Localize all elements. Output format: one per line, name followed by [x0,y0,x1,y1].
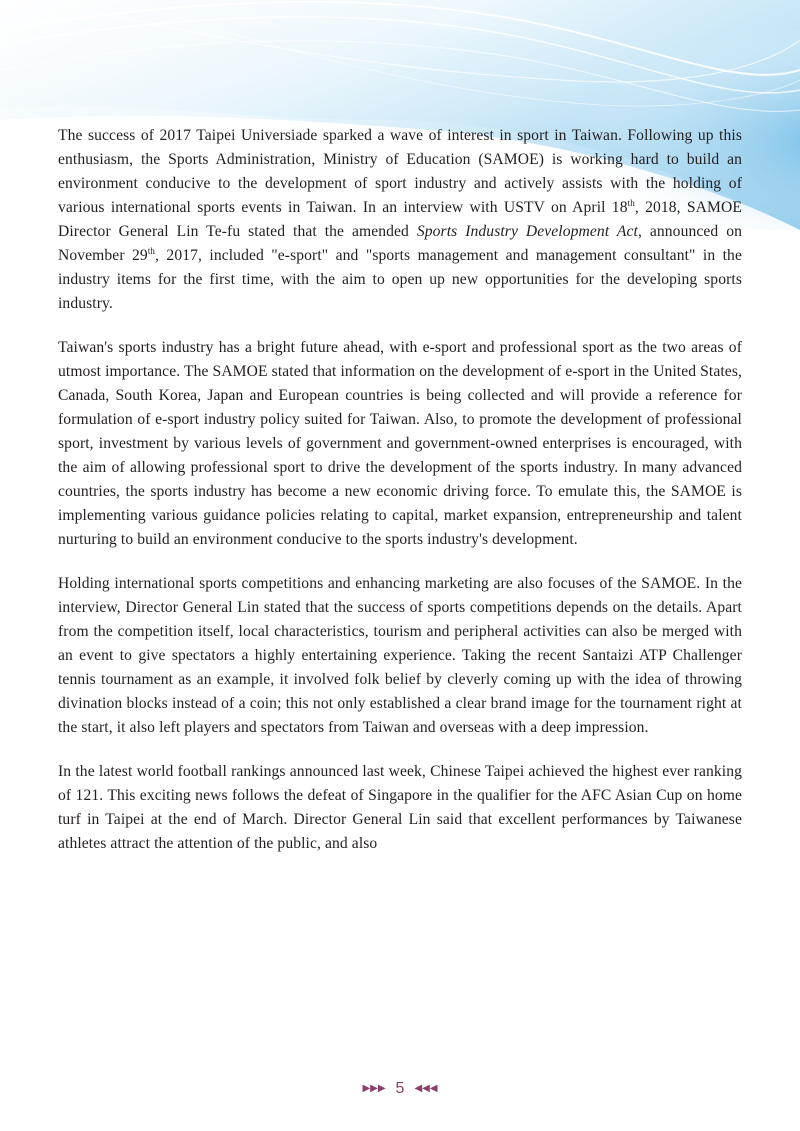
left-arrows-icon: ◀◀◀ [414,1083,438,1094]
right-arrows-icon: ▶▶▶ [362,1083,386,1094]
paragraph-4: In the latest world football rankings announced last week, Chinese Taipei achieved the highest ever ranking of 121. This exciting news follows the defeat of Singapore in the qualifier for the AFC Asian Cup on home turf in Taipei at the end of March. Director General Lin said that excellent performances by Taiwanese athletes attract the attention of the public, and also [58,763,742,852]
page-number: 5 [395,1080,405,1097]
paragraph-2: Taiwan's sports industry has a bright future ahead, with e-sport and professional sport as the two areas of utmost importance. The SAMOE stated that information on the development of e-sport in the United States, Canada, South Korea, Japan and European countries is being collected and will provide a reference for formulation of e-sport industry policy suited for Taiwan. Also, to promote the development of professional sport, investment by various levels of government and government-owned enterprises is encouraged, with the aim of allowing professional sport to drive the development of the sports industry. In many advanced countries, the sports industry has become a new economic driving force. To emulate this, the SAMOE is implementing various guidance policies relating to capital, market expansion, entrepreneurship and talent nurturing to build an environment conducive to the sports industry's development. [58,339,742,548]
paragraph-1-text-d: , 2017, included "e-sport" and "sports management and management consultant" in the industry items for the first time, with the aim to open up new opportunities for the developing sports industry. [58,247,742,312]
superscript-th: th [627,197,635,208]
paragraph-3: Holding international sports competitions and enhancing marketing are also focuses of the SAMOE. In the interview, Director General Lin stated that the success of sports competitions depends on the details. Apart from the competition itself, local characteristics, tourism and peripheral activities can also be merged with an event to give spectators a highly entertaining experience. Taking the recent Santaizi ATP Challenger tennis tournament as an example, it involved folk belief by cleverly coming up with the idea of throwing divination blocks instead of a coin; this not only established a clear brand image for the tournament right at the start, it also left players and spectators from Taiwan and overseas with a deep impression. [58,575,742,736]
paragraph-1 [58,124,742,316]
paragraph-1-text-c: , announced on November 29 [58,223,742,264]
paragraph-1-text-a: The success of 2017 Taipei Universiade sparked a wave of interest in sport in Taiwan. Following up this enthusiasm, the Sports Administration, Ministry of Education (SAMOE) is working hard to build an environment conducive to the development of sport industry and actively assists with the holding of various international sports events in Taiwan. In an interview with USTV on April 18 [58,127,742,216]
superscript-th: th [147,245,156,256]
article-body [58,124,742,876]
paragraph-1-text-b: , 2018, SAMOE Director General Lin Te-fu stated that the amended [58,199,742,240]
act-title: Sports Industry Development Act [416,223,638,240]
page-footer [0,1078,800,1100]
